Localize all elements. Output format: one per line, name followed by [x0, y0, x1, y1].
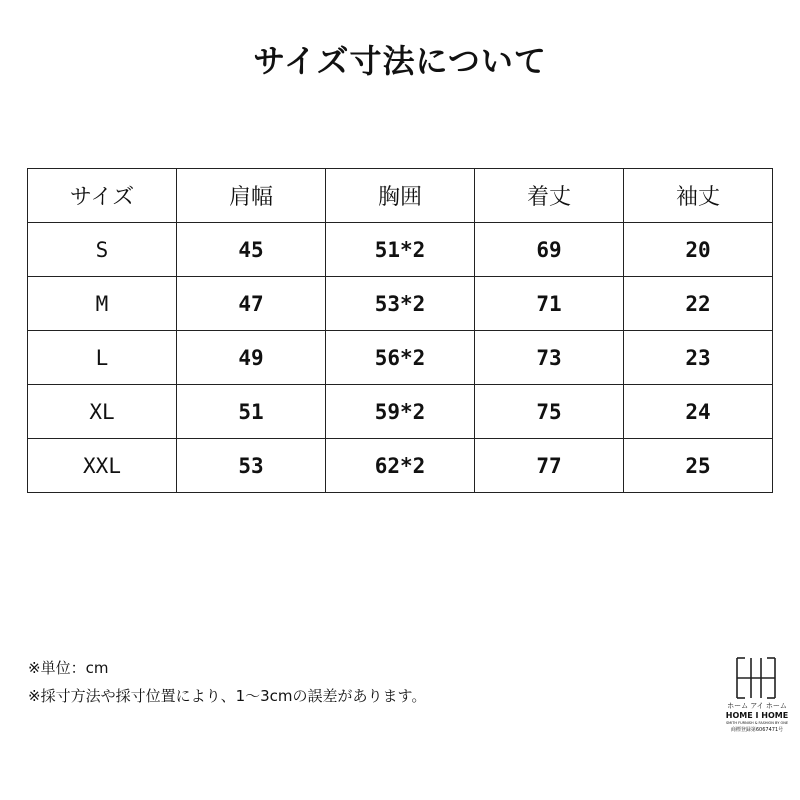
page-title: サイズ寸法について — [253, 42, 547, 80]
cell-shoulder-width: 51 — [177, 385, 326, 439]
cell-size: XL — [28, 385, 177, 439]
cell-sleeve: 23 — [624, 331, 773, 385]
header-length: 着丈 — [475, 169, 624, 223]
cell-length: 71 — [475, 277, 624, 331]
logo-brand-name: HOME I HOME — [725, 711, 789, 720]
cell-sleeve: 22 — [624, 277, 773, 331]
cell-size: XXL — [28, 439, 177, 493]
table-row — [28, 439, 773, 493]
logo-kana: ホーム アイ ホーム — [727, 702, 787, 710]
table-row — [28, 385, 773, 439]
size-table — [27, 168, 773, 493]
cell-length: 77 — [475, 439, 624, 493]
cell-size: S — [28, 223, 177, 277]
header-sleeve: 袖丈 — [624, 169, 773, 223]
table-row — [28, 223, 773, 277]
cell-sleeve: 25 — [624, 439, 773, 493]
cell-chest: 59*2 — [326, 385, 475, 439]
cell-shoulder-width: 47 — [177, 277, 326, 331]
cell-chest: 62*2 — [326, 439, 475, 493]
header-shoulder-width: 肩幅 — [177, 169, 326, 223]
cell-sleeve: 20 — [624, 223, 773, 277]
cell-size: L — [28, 331, 177, 385]
cell-shoulder-width: 53 — [177, 439, 326, 493]
cell-size: M — [28, 277, 177, 331]
logo-registration: 商標登録第6067471号 — [730, 727, 784, 733]
cell-chest: 53*2 — [326, 277, 475, 331]
note-unit: ※単位：cm — [28, 659, 109, 677]
cell-length: 69 — [475, 223, 624, 277]
cell-length: 73 — [475, 331, 624, 385]
cell-shoulder-width: 45 — [177, 223, 326, 277]
notes — [28, 654, 426, 710]
header-chest: 胸囲 — [326, 169, 475, 223]
cell-shoulder-width: 49 — [177, 331, 326, 385]
cell-chest: 51*2 — [326, 223, 475, 277]
note-tolerance: ※採寸方法や採寸位置により、1～3cmの誤差があります。 — [28, 687, 427, 705]
table-header-row — [28, 169, 773, 223]
table-row — [28, 277, 773, 331]
hih-monogram-icon — [734, 656, 778, 700]
header-size: サイズ — [28, 169, 177, 223]
table-row — [28, 331, 773, 385]
cell-chest: 56*2 — [326, 331, 475, 385]
logo-subtitle: SMITH FURNISH & FASHION BY ONE — [725, 721, 789, 725]
cell-length: 75 — [475, 385, 624, 439]
cell-sleeve: 24 — [624, 385, 773, 439]
brand-logo — [722, 656, 792, 746]
